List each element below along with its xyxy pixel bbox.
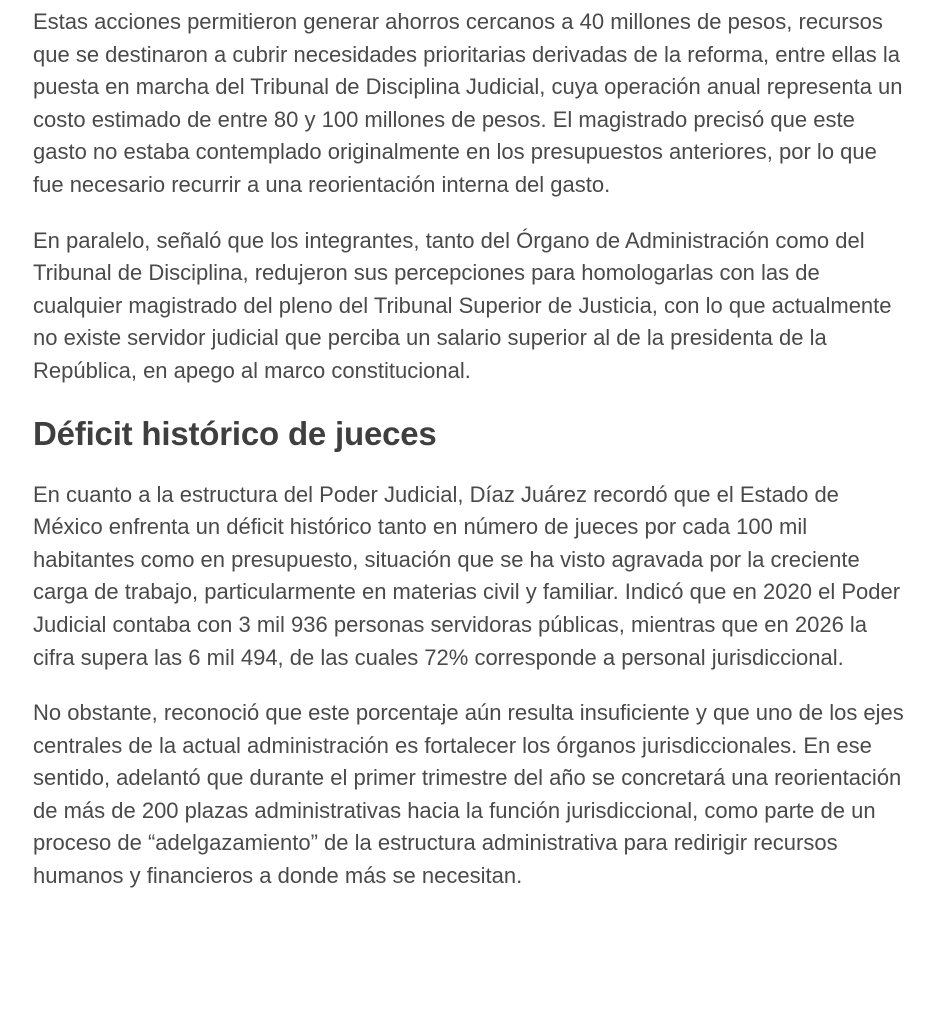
paragraph-savings: Estas acciones permitieron generar ahorros cercanos a 40 millones de pesos, recursos que se destinaron a cubrir necesidades prioritarias derivadas de la reforma, entre ellas la puesta en marcha del Tribunal de Disciplina Judicial, cuya operación anual representa un costo estimado de entre 80 y 100 millones de pesos. El magistrado precisó que este gasto no estaba contemplado originalmente en los presupuestos anteriores, por lo que fue necesario recurrir a una reorientación interna del gasto.: [33, 9, 903, 197]
article-body: [33, 6, 904, 893]
paragraph-jurisdictional-reorientation: No obstante, reconoció que este porcentaje aún resulta insuficiente y que uno de los ejes centrales de la actual administración es fortalecer los órganos jurisdiccionales. En ese sentido, adelantó que durante el primer trimestre del año se concretará una reorientación de más de 200 plazas administrativas hacia la función jurisdiccional, como parte de un proceso de “adelgazamiento” de la estructura administrativa para redirigir recursos humanos y financieros a donde más se necesitan.: [33, 700, 904, 889]
section-heading: Déficit histórico de jueces: [33, 414, 437, 452]
paragraph-judicial-structure: En cuanto a la estructura del Poder Judicial, Díaz Juárez recordó que el Estado de México enfrenta un déficit histórico tanto en número de jueces por cada 100 mil habitantes como en presupuesto, situación que se ha visto agravada por la creciente carga de trabajo, particularmente en materias civil y familiar. Indicó que en 2020 el Poder Judicial contaba con 3 mil 936 personas servidoras públicas, mientras que en 2026 la cifra supera las 6 mil 494, de las cuales 72% corresponde a personal jurisdiccional.: [33, 481, 901, 670]
paragraph-salary-homologation: En paralelo, señaló que los integrantes, tanto del Órgano de Administración como del Tribunal de Disciplina, redujeron sus percepciones para homologarlas con las de cualquier magistrado del pleno del Tribunal Superior de Justicia, con lo que actualmente no existe servidor judicial que perciba un salario superior al de la presidenta de la República, en apego al marco constitucional.: [33, 227, 892, 383]
